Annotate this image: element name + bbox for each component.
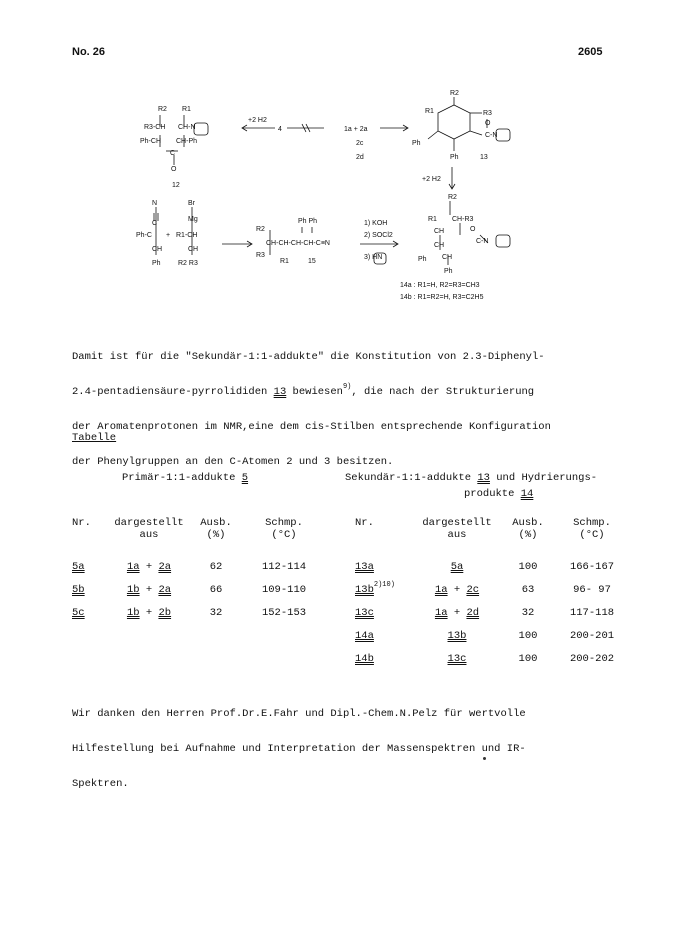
right-row-from <box>412 630 502 642</box>
svg-text:Ph: Ph <box>450 154 459 161</box>
compound-13-label: 13 <box>480 154 488 161</box>
svg-text:Ph: Ph <box>412 140 421 147</box>
svg-text:CH-N: CH-N <box>178 124 196 131</box>
svg-text:R3: R3 <box>483 110 492 117</box>
left-group-header: Primär-1:1-addukte 5 <box>122 472 249 484</box>
svg-text:R1: R1 <box>428 216 437 223</box>
svg-text:R1-CH: R1-CH <box>176 232 198 239</box>
from-compound-a: 1a <box>434 584 448 596</box>
svg-text:Mg: Mg <box>188 216 198 223</box>
left-row-nr: 5c <box>72 607 85 619</box>
right-row-schmp: 200-202 <box>569 653 615 665</box>
svg-text:R3-CH: R3-CH <box>144 124 166 131</box>
svg-text:3) HN: 3) HN <box>364 254 383 261</box>
footnote-ref: 2)10) <box>373 581 395 589</box>
compound-14a-def: 14a : R1=H, R2=R3=CH3 <box>400 282 480 289</box>
svg-text:2d: 2d <box>356 154 364 161</box>
svg-text:C: C <box>152 220 158 227</box>
right-row-from <box>412 584 502 596</box>
from-compound-a: 13b <box>447 630 467 642</box>
left-row-nr: 5b <box>72 584 85 596</box>
plus-sign: + <box>447 584 467 596</box>
table-title: Tabelle <box>72 432 117 444</box>
right-row-nr <box>355 561 374 573</box>
col-schmp-left: Schmp. (°C) <box>265 517 303 541</box>
left-row-from <box>104 607 194 619</box>
plus-sign: + <box>447 607 467 619</box>
from-compound-b: 2c <box>466 584 480 596</box>
from-compound-b: 2b <box>158 607 172 619</box>
svg-text:R2: R2 <box>158 106 167 113</box>
svg-text:1a + 2a: 1a + 2a <box>344 126 368 133</box>
right-row-from <box>412 653 502 665</box>
svg-text:C: C <box>170 150 176 157</box>
svg-text:1) KOH: 1) KOH <box>364 220 388 227</box>
from-compound-b: 2a <box>158 584 172 596</box>
col-dargestellt-left: dargestellt aus <box>114 517 184 541</box>
svg-text:CH: CH <box>434 242 445 249</box>
compound-14b-def: 14b : R1=R2=H, R3=C2H5 <box>400 294 484 301</box>
col-nr-left: Nr. <box>72 517 91 529</box>
compound-number: 14b <box>355 653 374 665</box>
plus-sign: + <box>139 561 159 573</box>
svg-text:R1: R1 <box>425 108 434 115</box>
svg-text:R2: R2 <box>450 90 459 97</box>
right-row-ausb: 100 <box>518 630 538 642</box>
svg-text:CH: CH <box>152 246 163 253</box>
svg-text:R1: R1 <box>280 258 289 265</box>
from-compound-b: 2a <box>158 561 172 573</box>
svg-text:CH: CH <box>434 228 445 235</box>
plus-sign: + <box>139 607 159 619</box>
svg-text:Ph-C: Ph-C <box>136 232 152 239</box>
left-row-ausb: 66 <box>209 584 223 596</box>
from-compound-a: 1a <box>126 561 140 573</box>
left-row-schmp: 112-114 <box>261 561 307 573</box>
left-row-from <box>104 584 194 596</box>
compound-number: 13c <box>355 607 374 619</box>
from-compound-b: 2d <box>466 607 480 619</box>
right-row-from <box>412 607 502 619</box>
from-compound-a: 1b <box>126 584 140 596</box>
right-row-ausb: 100 <box>518 561 538 573</box>
svg-text:R2 R3: R2 R3 <box>178 260 198 267</box>
svg-text:+2 H2: +2 H2 <box>248 117 267 124</box>
left-row-ausb: 32 <box>209 607 223 619</box>
page-number: 2605 <box>578 46 603 58</box>
right-row-nr <box>355 653 374 665</box>
svg-text:CH: CH <box>188 246 199 253</box>
svg-text:R1: R1 <box>182 106 191 113</box>
compound-12-label: 12 <box>172 182 180 189</box>
right-row-nr <box>355 607 374 619</box>
svg-text:+2 H2: +2 H2 <box>422 176 441 183</box>
svg-text:N: N <box>152 200 158 207</box>
left-row-schmp: 109-110 <box>261 584 307 596</box>
plus-sign: + <box>139 584 159 596</box>
reaction-scheme <box>130 90 550 310</box>
from-compound-a: 1b <box>126 607 140 619</box>
journal-issue: No. 26 <box>72 46 106 58</box>
speck <box>483 757 486 760</box>
col-ausb-left: Ausb. (%) <box>200 517 232 541</box>
right-row-nr <box>355 630 374 642</box>
svg-text:Br: Br <box>188 200 195 207</box>
svg-text:+: + <box>166 232 171 239</box>
right-row-ausb: 100 <box>518 653 538 665</box>
svg-text:CH-R3: CH-R3 <box>452 216 474 223</box>
right-row-ausb: 63 <box>521 584 535 596</box>
right-group-header: Sekundär-1:1-addukte 13 und Hydrierungs- <box>345 472 598 484</box>
compound-number: 14a <box>355 630 374 642</box>
col-ausb-right: Ausb. (%) <box>512 517 544 541</box>
svg-text:Ph: Ph <box>152 260 161 267</box>
col-schmp-right: Schmp. (°C) <box>573 517 611 541</box>
from-compound-a: 5a <box>450 561 464 573</box>
right-group-header-2: produkte 14 <box>464 488 534 500</box>
from-compound-a: 1a <box>434 607 448 619</box>
svg-text:O: O <box>470 226 476 233</box>
svg-text:CH: CH <box>442 254 453 261</box>
right-row-ausb: 32 <box>521 607 535 619</box>
right-row-schmp: 166-167 <box>569 561 615 573</box>
svg-text:Ph: Ph <box>418 256 427 263</box>
svg-text:R2: R2 <box>256 226 265 233</box>
left-row-schmp: 152-153 <box>261 607 307 619</box>
svg-text:CH-Ph: CH-Ph <box>176 138 198 145</box>
svg-text:Ph Ph: Ph Ph <box>298 218 318 225</box>
right-row-schmp: 96- 97 <box>573 584 611 596</box>
right-row-schmp: 200-201 <box>569 630 615 642</box>
svg-text:Ph: Ph <box>444 268 453 275</box>
svg-text:2c: 2c <box>356 140 364 147</box>
svg-text:C-N: C-N <box>476 238 489 245</box>
compound-number: 13a <box>355 561 374 573</box>
col-dargestellt-right: dargestellt aus <box>422 517 492 541</box>
compound-15-label: 15 <box>308 258 316 265</box>
left-row-nr: 5a <box>72 561 85 573</box>
svg-text:4: 4 <box>278 126 282 133</box>
svg-text:2) SOCl2: 2) SOCl2 <box>364 232 393 239</box>
svg-text:R2: R2 <box>448 194 457 201</box>
svg-text:CH-CH-CH-CH-C≡N: CH-CH-CH-CH-C≡N <box>266 240 330 247</box>
right-row-schmp: 117-118 <box>569 607 615 619</box>
col-nr-right: Nr. <box>355 517 374 529</box>
right-row-nr <box>355 581 395 596</box>
paragraph-constitution: Damit ist für die "Sekundär-1:1-addukte" die Konstitution von 2.3-Diphenyl- 2.4-pentadiensäure-pyrrolididen 13 bewiesen$^{9)}$, die nach der Strukturierung der Aromatenprotonen im NMR,eine dem cis-Stilben entsprechende Konfiguration der Phenylgruppen an den C-Atomen 2 und 3 besitzen. <box>72 350 551 468</box>
from-compound-a: 13c <box>447 653 467 665</box>
compound-number: 13b <box>355 584 374 596</box>
left-row-from <box>104 561 194 573</box>
svg-text:C-N: C-N <box>485 132 498 139</box>
paragraph-acknowledgement: Wir danken den Herren Prof.Dr.E.Fahr und Dipl.-Chem.N.Pelz für wertvolle Hilfestellung bei Aufnahme und Interpretation der Massenspektren und IR- Spektren. <box>72 707 526 790</box>
left-row-ausb: 62 <box>209 561 223 573</box>
svg-text:R3: R3 <box>256 252 265 259</box>
svg-text:O: O <box>485 120 491 127</box>
svg-text:O: O <box>171 166 177 173</box>
right-row-from <box>412 561 502 573</box>
svg-text:Ph-CH: Ph-CH <box>140 138 162 145</box>
